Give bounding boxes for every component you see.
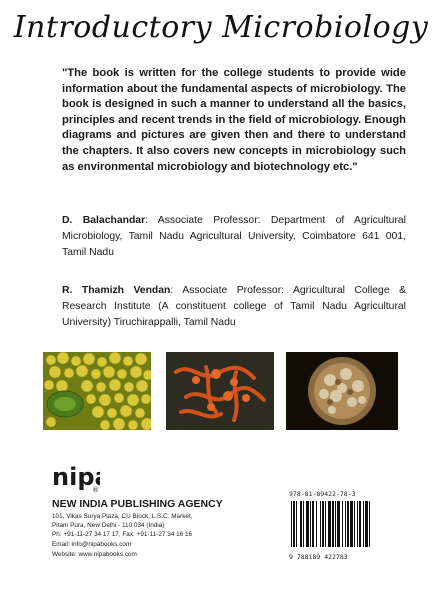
barcode-bar xyxy=(303,501,304,547)
barcode-bar xyxy=(357,501,358,547)
isbn-barcode xyxy=(289,490,401,561)
barcode-bar xyxy=(328,501,331,547)
photo-bacterial-colonies xyxy=(43,352,151,430)
barcode-bar xyxy=(310,501,311,547)
author-2-details: : Associate Professor: Agricultural College & Research Institute (A constituent college of Tamil Nadu Agricultural University) Tiruchirappalli, Tamil Nadu xyxy=(62,285,407,328)
publisher-address-1: 101, Vikas Surya Plaza, CU Block, L.S.C. Market, xyxy=(52,513,193,520)
barcode-bar xyxy=(332,501,334,547)
logo-text: nip xyxy=(52,463,95,491)
publisher-phone: Ph: +91-11-27 34 17 17, Fax: +91-11-27 34 16 16 xyxy=(52,531,193,538)
barcode-bar xyxy=(320,501,321,547)
barcode-bar xyxy=(306,501,309,547)
author-1-details: : Associate Professor: Department of Agricultural Microbiology, Tamil Nadu Agricultural University, Coimbatore 641 001, Tamil Nadu xyxy=(62,215,406,258)
photo-fungal-colony xyxy=(286,352,398,430)
isbn-label: 978-81-89422-78-3 xyxy=(289,490,356,498)
barcode-bar xyxy=(359,501,361,547)
book-blurb: "The book is written for the college students to provide wide information about the fundamental aspects of microbiology. The book is designed in such a manner to understand all the basics, principles and recent trends in the field of microbiology. Enough diagrams and pictures are given then and there to understand the chapters. It also covers new concepts in microbiology such as environmental microbiology and biotechnology etc." xyxy=(62,67,406,173)
barcode-bar xyxy=(296,501,297,547)
nipa-logo xyxy=(52,460,100,499)
author-1-name: D. Balachandar xyxy=(62,215,146,226)
author-2 xyxy=(62,283,406,330)
publisher-website: Website: www.nipabooks.com xyxy=(52,551,137,558)
barcode-bar xyxy=(354,501,355,547)
barcode-bar xyxy=(350,501,353,547)
author-1 xyxy=(62,213,406,260)
barcode-bar xyxy=(365,501,368,547)
book-title: Introductory Microbiology xyxy=(13,10,429,45)
barcode-number: 9 788189 422783 xyxy=(289,553,348,561)
barcode-bar xyxy=(316,501,317,547)
barcode-bar xyxy=(369,501,370,547)
barcode-bar xyxy=(293,501,295,547)
photo-filamentous-microbes xyxy=(166,352,274,430)
barcode-bar xyxy=(322,501,324,547)
barcode-bar xyxy=(342,501,343,547)
publisher-name: NEW INDIA PUBLISHING AGENCY xyxy=(52,498,223,510)
barcode-bar xyxy=(300,501,302,547)
barcode-bars xyxy=(289,501,401,547)
barcode-bar xyxy=(347,501,349,547)
barcode-bar xyxy=(337,501,340,547)
publisher-address-2: Pitam Pura, New Delhi - 110 034 (India) xyxy=(52,522,165,529)
barcode-bar xyxy=(291,501,292,547)
barcode-bar xyxy=(345,501,346,547)
publisher-email: Email: info@nipabooks.com xyxy=(52,541,132,548)
author-2-name: R. Thamizh Vendan xyxy=(62,285,171,296)
barcode-bar xyxy=(325,501,326,547)
barcode-bar xyxy=(335,501,336,547)
barcode-bar xyxy=(312,501,314,547)
barcode-bar xyxy=(363,501,364,547)
logo-registered-mark: ® xyxy=(92,486,99,494)
